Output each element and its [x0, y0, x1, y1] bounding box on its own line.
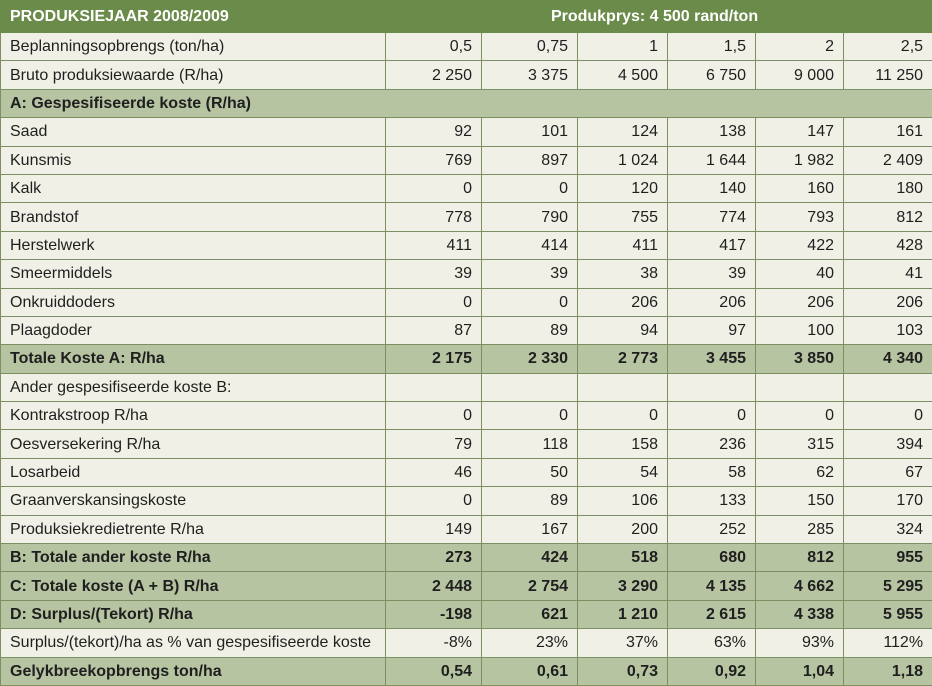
table-cell [668, 373, 756, 401]
table-cell: 0 [386, 487, 482, 515]
table-cell: 6 750 [668, 61, 756, 89]
table-cell: 40 [756, 260, 844, 288]
row-label: A: Gespesifiseerde koste (R/ha) [1, 89, 932, 117]
table-cell: -198 [386, 600, 482, 628]
table-cell: 101 [482, 118, 578, 146]
table-cell: 285 [756, 515, 844, 543]
table-cell: 170 [844, 487, 932, 515]
table-cell: 3 850 [756, 345, 844, 373]
table-row [1, 487, 932, 515]
table-cell: 93% [756, 629, 844, 657]
table-cell: 206 [844, 288, 932, 316]
table-cell: 778 [386, 203, 482, 231]
row-label: Ander gespesifiseerde koste B: [1, 373, 386, 401]
table-cell: 79 [386, 430, 482, 458]
table-row [1, 203, 932, 231]
row-label: Oesversekering R/ha [1, 430, 386, 458]
production-year-title: PRODUKSIEJAAR 2008/2009 [1, 1, 386, 33]
table-cell: 812 [756, 544, 844, 572]
table-cell: 11 250 [844, 61, 932, 89]
row-label: Produksiekredietrente R/ha [1, 515, 386, 543]
row-label: Onkruiddoders [1, 288, 386, 316]
table-cell: 39 [386, 260, 482, 288]
table-cell: 424 [482, 544, 578, 572]
table-row [1, 402, 932, 430]
table-row [1, 316, 932, 344]
table-cell: 422 [756, 231, 844, 259]
table-cell: 1,5 [668, 33, 756, 61]
table-row [1, 373, 932, 401]
table-row [1, 288, 932, 316]
table-cell: 0 [578, 402, 668, 430]
table-cell: 0 [386, 174, 482, 202]
table-cell: -8% [386, 629, 482, 657]
row-label: Brandstof [1, 203, 386, 231]
table-cell: 140 [668, 174, 756, 202]
section-row [1, 89, 932, 117]
table-cell [482, 373, 578, 401]
total-row [1, 600, 932, 628]
table-row [1, 146, 932, 174]
table-cell: 324 [844, 515, 932, 543]
table-cell: 394 [844, 430, 932, 458]
table-cell: 2 [756, 33, 844, 61]
table-cell: 812 [844, 203, 932, 231]
table-cell: 1,18 [844, 657, 932, 685]
table-cell: 120 [578, 174, 668, 202]
table-cell: 0 [668, 402, 756, 430]
table-cell: 0 [756, 402, 844, 430]
table-cell: 428 [844, 231, 932, 259]
row-label: C: Totale koste (A + B) R/ha [1, 572, 386, 600]
table-cell: 2 448 [386, 572, 482, 600]
total-row [1, 657, 932, 685]
table-cell: 755 [578, 203, 668, 231]
table-cell [386, 373, 482, 401]
table-cell: 0,73 [578, 657, 668, 685]
table-cell [578, 373, 668, 401]
table-cell: 39 [482, 260, 578, 288]
table-cell: 0,61 [482, 657, 578, 685]
table-cell: 58 [668, 458, 756, 486]
table-row [1, 118, 932, 146]
table-cell: 0 [386, 402, 482, 430]
table-cell: 897 [482, 146, 578, 174]
row-label: Kunsmis [1, 146, 386, 174]
table-cell: 89 [482, 487, 578, 515]
table-cell: 3 375 [482, 61, 578, 89]
table-row [1, 174, 932, 202]
table-cell: 0 [482, 288, 578, 316]
product-price-heading: Produkprys: 4 500 rand/ton [386, 1, 932, 33]
table-cell: 417 [668, 231, 756, 259]
total-row [1, 345, 932, 373]
table-cell: 118 [482, 430, 578, 458]
table-cell: 50 [482, 458, 578, 486]
table-row [1, 458, 932, 486]
table-cell: 1 210 [578, 600, 668, 628]
row-label: Herstelwerk [1, 231, 386, 259]
table-cell: 62 [756, 458, 844, 486]
table-cell: 4 500 [578, 61, 668, 89]
table-cell: 1 [578, 33, 668, 61]
table-cell: 206 [668, 288, 756, 316]
table-cell: 5 295 [844, 572, 932, 600]
row-label: Losarbeid [1, 458, 386, 486]
table-cell: 774 [668, 203, 756, 231]
row-label: Saad [1, 118, 386, 146]
row-label: Graanverskansingskoste [1, 487, 386, 515]
table-cell: 9 000 [756, 61, 844, 89]
row-label: Kalk [1, 174, 386, 202]
row-label: Smeermiddels [1, 260, 386, 288]
table-cell: 138 [668, 118, 756, 146]
total-row [1, 572, 932, 600]
table-cell: 411 [386, 231, 482, 259]
table-cell: 0 [482, 174, 578, 202]
table-cell: 206 [578, 288, 668, 316]
table-cell: 0 [482, 402, 578, 430]
table-cell: 955 [844, 544, 932, 572]
table-cell: 206 [756, 288, 844, 316]
table-cell: 2 409 [844, 146, 932, 174]
row-label: Bruto produksiewaarde (R/ha) [1, 61, 386, 89]
table-cell: 1 982 [756, 146, 844, 174]
table-cell: 3 455 [668, 345, 756, 373]
table-cell: 38 [578, 260, 668, 288]
table-cell: 790 [482, 203, 578, 231]
table-cell: 3 290 [578, 572, 668, 600]
table-cell: 2 330 [482, 345, 578, 373]
table-cell: 4 340 [844, 345, 932, 373]
table-cell: 4 338 [756, 600, 844, 628]
table-cell: 89 [482, 316, 578, 344]
total-row [1, 544, 932, 572]
table-cell: 518 [578, 544, 668, 572]
table-cell: 106 [578, 487, 668, 515]
table-cell: 200 [578, 515, 668, 543]
table-cell: 160 [756, 174, 844, 202]
table-cell: 67 [844, 458, 932, 486]
table-cell: 92 [386, 118, 482, 146]
row-label: Beplanningsopbrengs (ton/ha) [1, 33, 386, 61]
table-cell: 769 [386, 146, 482, 174]
row-label: Plaagdoder [1, 316, 386, 344]
table-row [1, 33, 932, 61]
table-cell: 23% [482, 629, 578, 657]
table-row [1, 515, 932, 543]
row-label: Gelykbreekopbrengs ton/ha [1, 657, 386, 685]
table-cell: 252 [668, 515, 756, 543]
table-cell: 124 [578, 118, 668, 146]
table-cell: 4 662 [756, 572, 844, 600]
table-cell: 147 [756, 118, 844, 146]
table-cell: 39 [668, 260, 756, 288]
table-cell: 2 250 [386, 61, 482, 89]
table-cell: 2 615 [668, 600, 756, 628]
table-cell: 103 [844, 316, 932, 344]
table-cell: 2 754 [482, 572, 578, 600]
table-cell: 0,5 [386, 33, 482, 61]
table-row [1, 629, 932, 657]
row-label: D: Surplus/(Tekort) R/ha [1, 600, 386, 628]
table-cell: 315 [756, 430, 844, 458]
table-cell: 158 [578, 430, 668, 458]
table-cell: 1,04 [756, 657, 844, 685]
table-cell: 411 [578, 231, 668, 259]
table-cell: 2 175 [386, 345, 482, 373]
table-row [1, 260, 932, 288]
table-row [1, 61, 932, 89]
row-label: Surplus/(tekort)/ha as % van gespesifiseerde koste [1, 629, 386, 657]
table-cell: 2 773 [578, 345, 668, 373]
table-cell: 37% [578, 629, 668, 657]
table-cell: 97 [668, 316, 756, 344]
table-cell: 273 [386, 544, 482, 572]
row-label: B: Totale ander koste R/ha [1, 544, 386, 572]
table-cell [844, 373, 932, 401]
table-header-row [1, 1, 932, 33]
table-cell: 167 [482, 515, 578, 543]
table-cell: 0,75 [482, 33, 578, 61]
table-cell: 149 [386, 515, 482, 543]
table-cell: 1 024 [578, 146, 668, 174]
table-cell: 0 [386, 288, 482, 316]
table-cell: 150 [756, 487, 844, 515]
table-cell: 414 [482, 231, 578, 259]
table-cell: 2,5 [844, 33, 932, 61]
table-cell: 0,54 [386, 657, 482, 685]
table-cell: 161 [844, 118, 932, 146]
table-row [1, 231, 932, 259]
table-cell: 94 [578, 316, 668, 344]
row-label: Totale Koste A: R/ha [1, 345, 386, 373]
table-cell: 236 [668, 430, 756, 458]
table-cell: 133 [668, 487, 756, 515]
table-cell: 87 [386, 316, 482, 344]
table-cell: 0,92 [668, 657, 756, 685]
table-cell: 46 [386, 458, 482, 486]
table-cell: 621 [482, 600, 578, 628]
table-cell: 112% [844, 629, 932, 657]
table-cell [756, 373, 844, 401]
table-cell: 0 [844, 402, 932, 430]
table-row [1, 430, 932, 458]
table-cell: 793 [756, 203, 844, 231]
table-cell: 180 [844, 174, 932, 202]
row-label: Kontrakstroop R/ha [1, 402, 386, 430]
table-cell: 5 955 [844, 600, 932, 628]
table-cell: 100 [756, 316, 844, 344]
table-cell: 63% [668, 629, 756, 657]
table-cell: 54 [578, 458, 668, 486]
table-cell: 4 135 [668, 572, 756, 600]
table-cell: 1 644 [668, 146, 756, 174]
table-cell: 680 [668, 544, 756, 572]
table-cell: 41 [844, 260, 932, 288]
